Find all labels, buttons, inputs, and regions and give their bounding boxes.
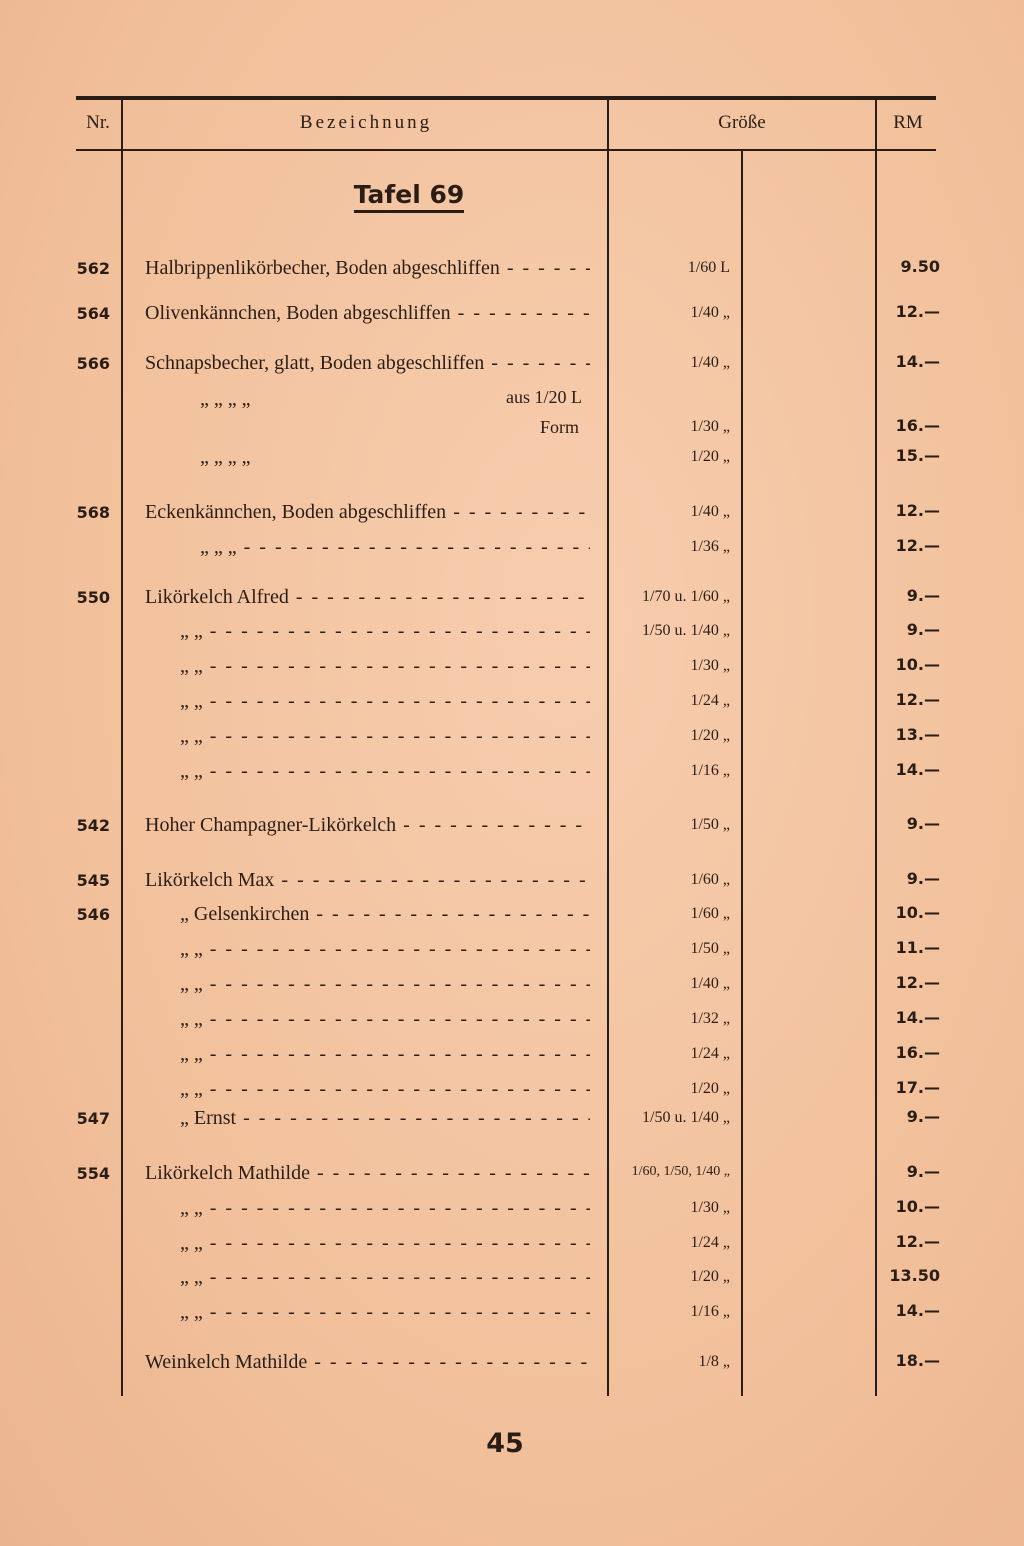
- table-row: [0, 1045, 1024, 1075]
- item-size: 1/40 „: [690, 304, 730, 321]
- item-description: „ „ - - -: [180, 1197, 590, 1220]
- item-size: 1/24 „: [690, 1234, 730, 1251]
- item-description: „ Gelsenkirchen - - -: [180, 903, 590, 926]
- item-size: 1/24 „: [690, 1045, 730, 1062]
- item-price: 14.—: [895, 352, 940, 371]
- table-row: [0, 1268, 1024, 1298]
- table-row: [0, 1010, 1024, 1040]
- item-description: „ „ - - -: [180, 655, 590, 678]
- table-row: [0, 1164, 1024, 1194]
- table-row: [0, 940, 1024, 970]
- item-description: „ „ - - -: [180, 1078, 590, 1101]
- item-price: 14.—: [895, 1008, 940, 1027]
- item-price: 16.—: [895, 1043, 940, 1062]
- item-size: 1/30 „: [690, 657, 730, 674]
- item-size: 1/60 „: [690, 871, 730, 888]
- table-row: [0, 259, 1024, 289]
- item-number: 562: [76, 259, 110, 278]
- header-nr: Nr.: [86, 112, 110, 133]
- item-price: 12.—: [895, 501, 940, 520]
- table-row: [0, 304, 1024, 334]
- item-description: „ „ „ „: [200, 446, 251, 468]
- item-description: „ „ „ „: [200, 388, 251, 410]
- item-price: 10.—: [895, 903, 940, 922]
- item-price: 9.—: [906, 869, 940, 888]
- item-number: 542: [76, 816, 110, 835]
- item-size: 1/16 „: [690, 1303, 730, 1320]
- item-description: Eckenkännchen, Boden abgeschliffen - - -: [145, 501, 590, 524]
- item-description: „ „ - - -: [180, 1301, 590, 1324]
- table-row: [0, 503, 1024, 533]
- item-price: 15.—: [895, 446, 940, 465]
- table-row: [0, 354, 1024, 384]
- item-description: „ „ - - -: [180, 725, 590, 748]
- item-description: „ „ - - -: [180, 760, 590, 783]
- item-number: 545: [76, 871, 110, 890]
- item-price: 12.—: [895, 536, 940, 555]
- item-size: 1/20 „: [690, 1268, 730, 1285]
- item-number: 566: [76, 354, 110, 373]
- note-aus: aus 1/20 L: [506, 387, 582, 407]
- note-form: Form: [540, 417, 580, 437]
- table-row: [0, 657, 1024, 687]
- item-size: 1/60 „: [690, 905, 730, 922]
- item-price: 12.—: [895, 690, 940, 709]
- item-size: 1/40 „: [690, 503, 730, 520]
- item-price: 10.—: [895, 1197, 940, 1216]
- table-row: [0, 588, 1024, 618]
- item-price: 9.50: [900, 257, 940, 276]
- table-row: [0, 1303, 1024, 1333]
- table-title-text: Tafel 69: [354, 180, 465, 213]
- table-row: [0, 1353, 1024, 1383]
- table-row: [0, 762, 1024, 792]
- item-description: Weinkelch Mathilde - - -: [145, 1351, 590, 1374]
- item-size: 1/24 „: [690, 692, 730, 709]
- item-number: 568: [76, 503, 110, 522]
- table-row: [0, 622, 1024, 652]
- item-price: 14.—: [895, 760, 940, 779]
- item-price: 13.—: [895, 725, 940, 744]
- item-price: 18.—: [895, 1351, 940, 1370]
- item-description: „ „ „ - - -: [200, 536, 590, 559]
- item-number: 550: [76, 588, 110, 607]
- table-row: [0, 418, 1024, 448]
- item-price: 10.—: [895, 655, 940, 674]
- item-size: 1/60 L: [687, 259, 730, 276]
- item-price: 9.—: [906, 814, 940, 833]
- item-size: 1/30 „: [690, 1199, 730, 1216]
- item-price: 12.—: [895, 973, 940, 992]
- item-size: 1/32 „: [690, 1010, 730, 1027]
- item-description: Olivenkännchen, Boden abgeschliffen - - -: [145, 302, 590, 325]
- item-size: 1/16 „: [690, 762, 730, 779]
- item-price: 17.—: [895, 1078, 940, 1097]
- item-description: „ „ - - -: [180, 1232, 590, 1255]
- item-size: 1/20 „: [690, 1080, 730, 1097]
- table-row: [0, 816, 1024, 846]
- item-size: 1/20 „: [690, 448, 730, 465]
- table-row: [0, 1109, 1024, 1139]
- header-groesse: Größe: [718, 112, 766, 133]
- item-price: 14.—: [895, 1301, 940, 1320]
- item-price: 16.—: [895, 416, 940, 435]
- item-price: 9.—: [906, 586, 940, 605]
- item-size: 1/40 „: [690, 354, 730, 371]
- table-row: [0, 727, 1024, 757]
- table-row: [0, 538, 1024, 568]
- item-size: 1/50 „: [690, 940, 730, 957]
- item-description: Likörkelch Mathilde - - -: [145, 1162, 590, 1185]
- item-size: 1/50 u. 1/40 „: [642, 1109, 730, 1126]
- item-description: Likörkelch Alfred - - -: [145, 586, 590, 609]
- item-number: 547: [76, 1109, 110, 1128]
- item-size: 1/50 u. 1/40 „: [642, 622, 730, 639]
- item-description: „ „ - - -: [180, 620, 590, 643]
- item-size: 1/36 „: [690, 538, 730, 555]
- item-price: 9.—: [906, 620, 940, 639]
- header-bottom-rule: [76, 149, 936, 151]
- header-bezeichnung: Bezeichnung: [299, 112, 433, 133]
- item-number: 554: [76, 1164, 110, 1183]
- item-description: „ „ - - -: [180, 1008, 590, 1031]
- table-row: [0, 1234, 1024, 1264]
- table-row: [0, 390, 1024, 420]
- table-row: [0, 1080, 1024, 1110]
- item-description: „ „ - - -: [180, 690, 590, 713]
- item-number: 546: [76, 905, 110, 924]
- item-price: 11.—: [895, 938, 940, 957]
- page-number: 45: [486, 1428, 524, 1459]
- item-description: „ „ - - -: [180, 938, 590, 961]
- table-row: [0, 905, 1024, 935]
- item-price: 9.—: [906, 1162, 940, 1181]
- table-title: [124, 180, 694, 209]
- item-size: 1/40 „: [690, 975, 730, 992]
- item-size: 1/20 „: [690, 727, 730, 744]
- item-size: 1/70 u. 1/60 „: [642, 588, 730, 605]
- item-description: „ „ - - -: [180, 1266, 590, 1289]
- item-number: 564: [76, 304, 110, 323]
- item-price: 13.50: [889, 1266, 940, 1285]
- table-row: [0, 1199, 1024, 1229]
- header-rm: RM: [893, 112, 923, 133]
- item-description: Hoher Champagner-Likörkelch - - -: [145, 814, 590, 837]
- item-size: 1/50 „: [690, 816, 730, 833]
- item-price: 9.—: [906, 1107, 940, 1126]
- item-description: „ Ernst - - -: [180, 1107, 590, 1130]
- table-row: [0, 975, 1024, 1005]
- item-size: 1/60, 1/50, 1/40 „: [631, 1164, 730, 1179]
- item-description: Likörkelch Max - - -: [145, 869, 590, 892]
- table-row: [0, 448, 1024, 478]
- item-price: 12.—: [895, 1232, 940, 1251]
- table-row: [0, 871, 1024, 901]
- item-description: Schnapsbecher, glatt, Boden abgeschliffen - - -: [145, 352, 590, 375]
- table-top-rule: [76, 96, 936, 100]
- item-price: 12.—: [895, 302, 940, 321]
- item-size: 1/30 „: [690, 418, 730, 435]
- table-row: [0, 692, 1024, 722]
- item-description: Halbrippenlikörbecher, Boden abgeschliffen - - -: [145, 257, 590, 280]
- item-description: „ „ - - -: [180, 973, 590, 996]
- item-size: 1/8 „: [698, 1353, 730, 1370]
- item-description: „ „ - - -: [180, 1043, 590, 1066]
